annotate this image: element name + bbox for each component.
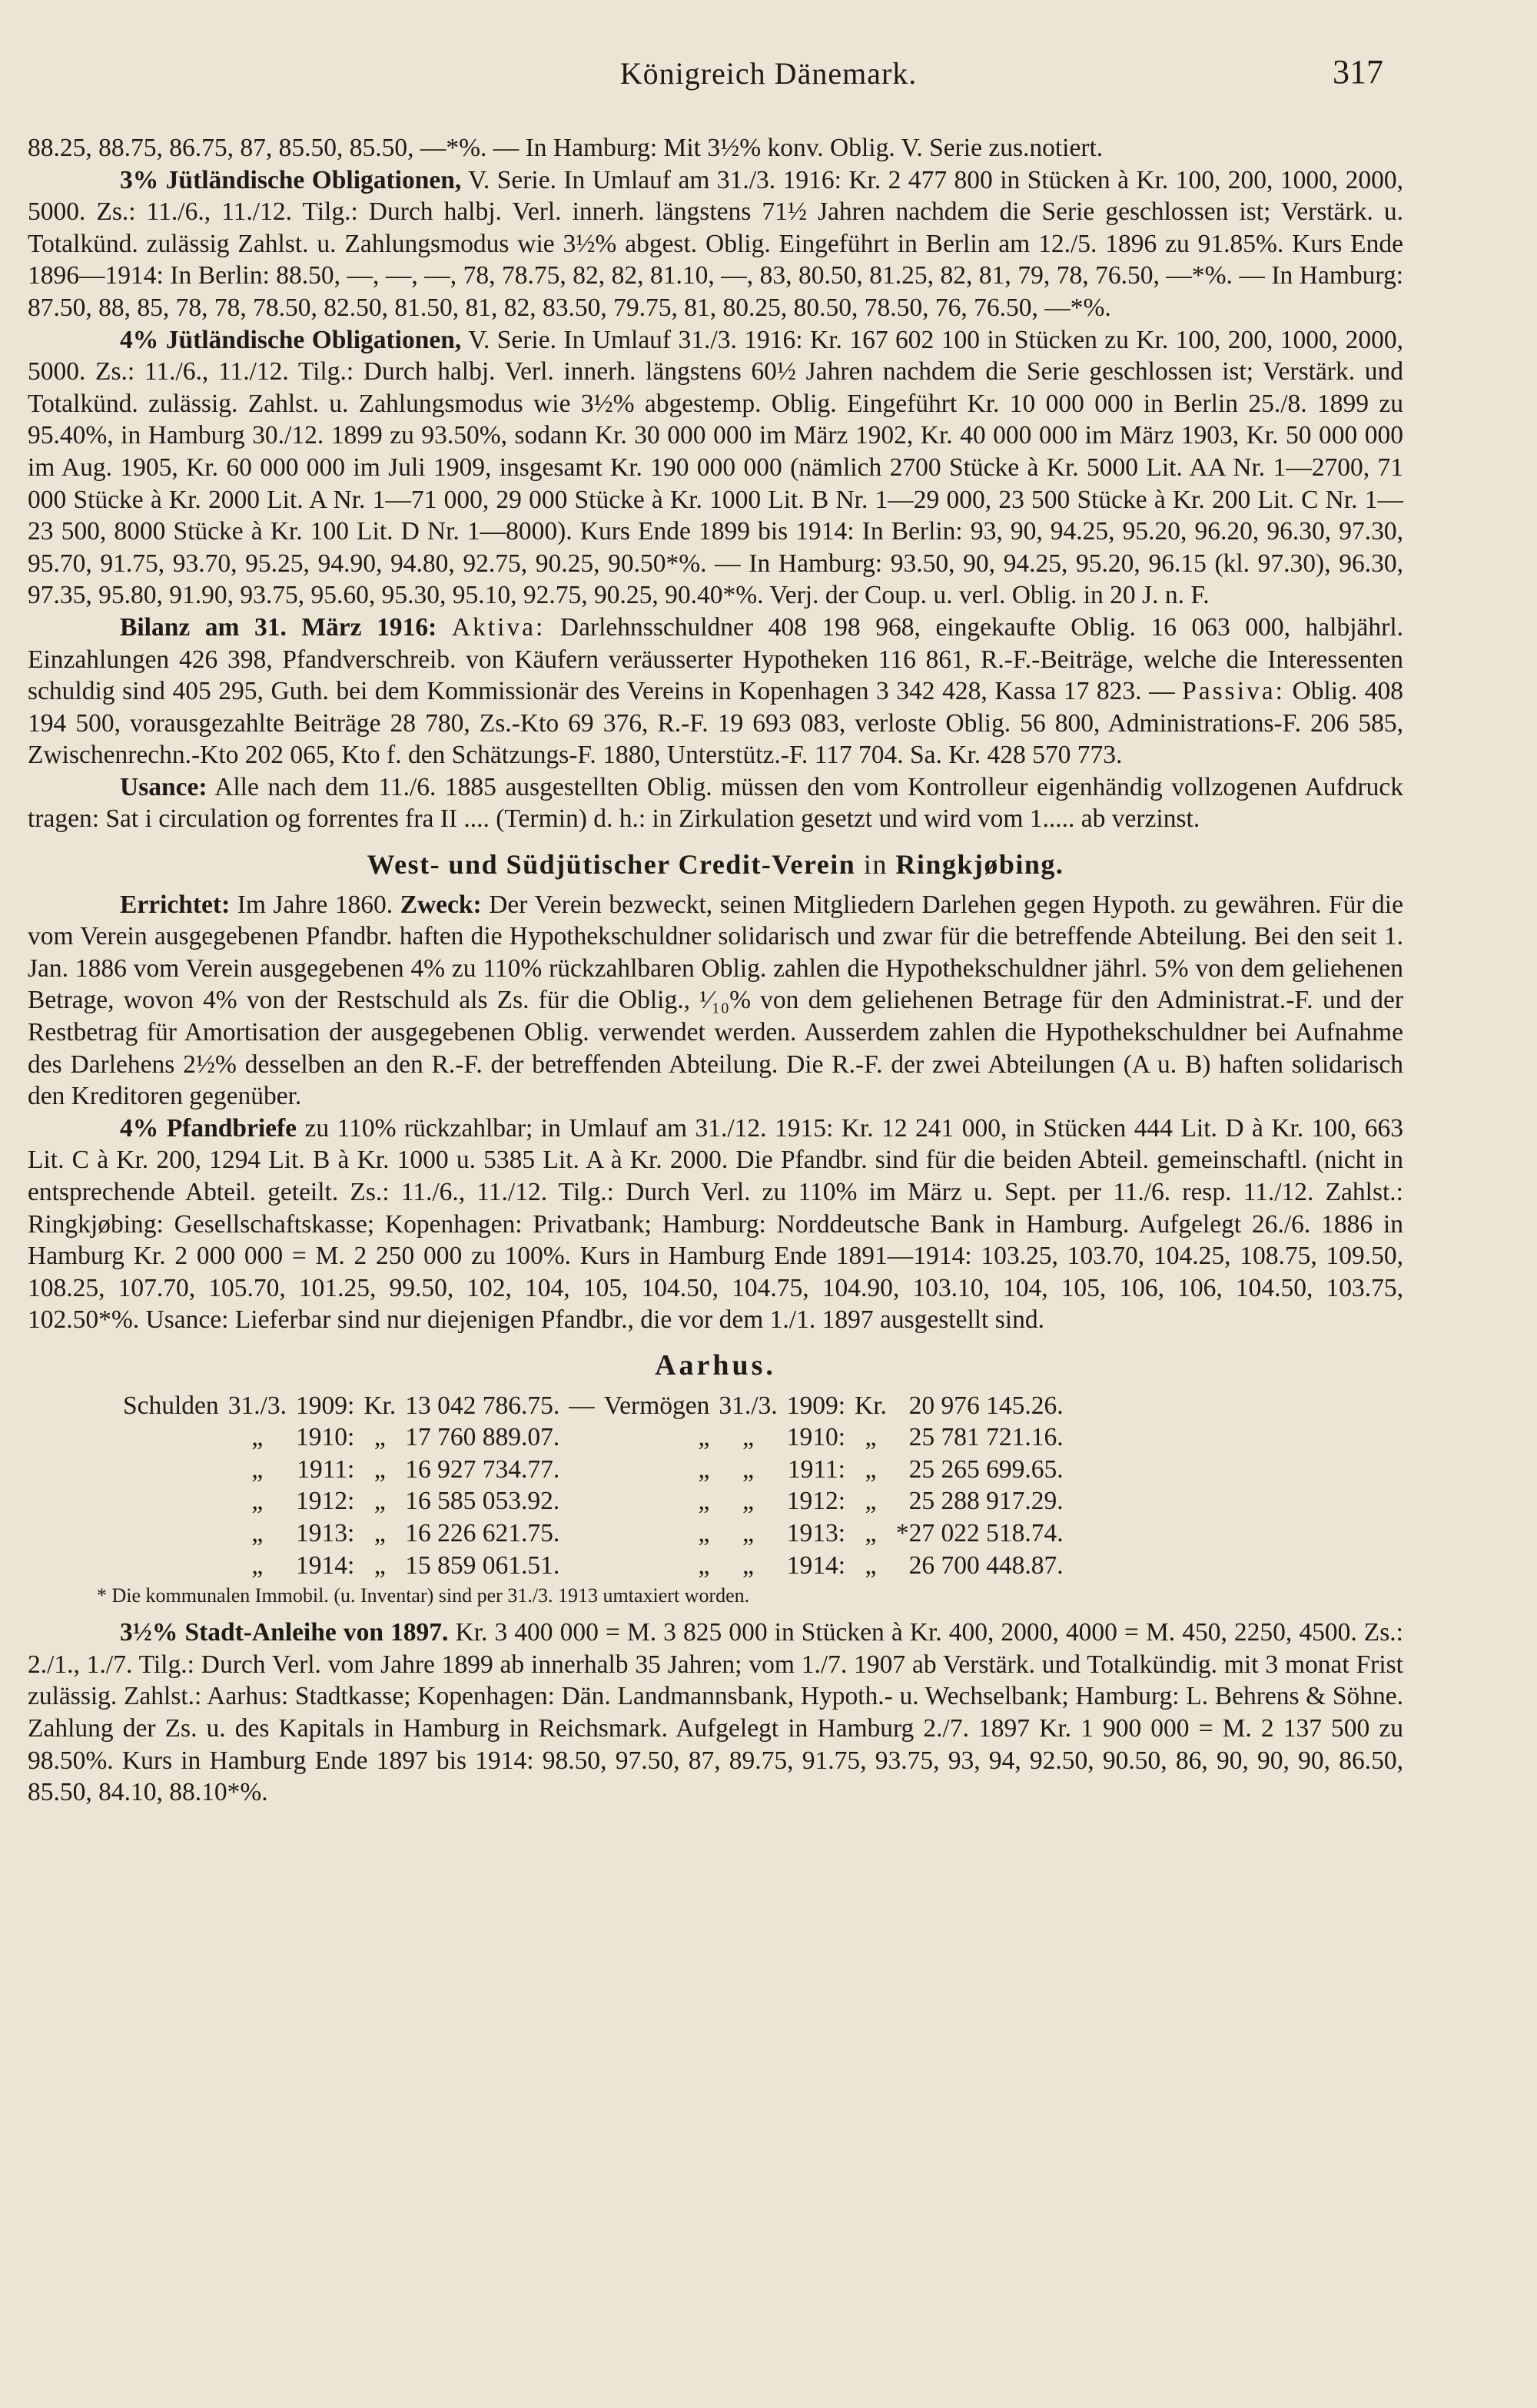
separator-cell [564, 1550, 599, 1582]
currency-cell: „ [373, 1551, 386, 1580]
row-year: 1912: [296, 1487, 355, 1516]
separator-dash: — [569, 1391, 595, 1420]
paragraph-text: Im Jahre 1860. [230, 890, 400, 919]
row-vdate: „ [742, 1518, 754, 1547]
paragraph-bilanz [28, 612, 1403, 771]
aktiva-label: Aktiva: [451, 612, 546, 642]
row-date: 31./3. [227, 1391, 287, 1420]
paragraph-lead: Zweck: [400, 890, 482, 919]
row-vdate: „ [742, 1487, 754, 1516]
row-date: „ [251, 1551, 264, 1580]
text-column [28, 132, 1403, 1809]
row-year: 1913: [296, 1518, 355, 1547]
finance-table [118, 1390, 1068, 1582]
schulden-label: Schulden [123, 1391, 219, 1420]
row-year: 1909: [296, 1391, 355, 1420]
running-header [0, 52, 1537, 91]
paragraph-text: Der Verein bezweckt, seinen Mitgliedern Darlehen gegen Hypoth. zu gewähren. Für die vom Verein ausgegebenen Pfandbr. haften die Hypothekschuldner solidarisch und zwar für die betreffende Abteilung. Bei den seit 1. Jan. 1886 vom Verein ausgegebenen 4% zu 110% rückzahlbaren Oblig. zahlen die Hypothekschuldner jährl. 5% von dem geliehenen Betrage, wovon 4% von der Restschuld als Zs. für die Oblig., ¹⁄₁₀% von dem geliehenen Betrage für den Administrat.-F. und der Restbetrag für Amortisation der ausgegebenen Oblig. verwendet werden. Ausserdem zahlen die Hypothekschuldner bei Aufnahme des Darlehens 2½% desselben an den R.-F. der betreffenden Abteilung. Die R.-F. der zwei Abteilungen (A u. B) haften solidarisch den Kreditoren gegenüber. [28, 890, 1403, 1111]
currency-cell: „ [373, 1518, 386, 1547]
currency-cell: „ [865, 1423, 877, 1452]
row-vdate: „ [742, 1423, 754, 1452]
row-vdate: „ [742, 1454, 754, 1484]
paragraph-errichtet [28, 889, 1403, 1113]
vermoegen-value: *27 022 518.74. [895, 1518, 1064, 1547]
schulden-label-cell [118, 1550, 224, 1582]
paragraph-text: Oblig. 408 194 500, vorausgezahlte Beiträge 28 780, Zs.-Kto 69 376, R.-F. 19 693 083, verloste Oblig. 56 800, Administrations-F. 206 585, Zwischenrechn.-Kto 202 065, Kto f. den Schätzungs-F. 1880, Unterstütz.-F. 117 704. Sa. Kr. 428 570 773. [28, 677, 1403, 770]
schulden-value: 17 760 889.07. [405, 1423, 560, 1452]
ditto-cell: „ [698, 1423, 710, 1452]
currency-cell: „ [373, 1423, 386, 1452]
schulden-label-cell [118, 1421, 224, 1454]
row-vyear: 1913: [786, 1518, 845, 1547]
paragraph-stadt-anleihe [28, 1617, 1403, 1809]
heading-place: Ringkjøbing. [895, 849, 1064, 881]
paragraph-lead: Bilanz am 31. März 1916: [120, 612, 437, 642]
currency-cell: „ [865, 1454, 877, 1484]
row-vyear: 1912: [786, 1487, 845, 1516]
row-year: 1911: [297, 1454, 355, 1484]
paragraph-lead: Errichtet: [120, 890, 231, 919]
separator-cell [564, 1517, 599, 1550]
paragraph-text: Darlehnsschuldner 408 198 968, eingekaufte Oblig. 16 063 000, halbjährl. Einzahlungen 426 398, Pfandverschreib. von Käufern veräusserter Hypotheken 116 861, R.-F.-Beiträge, welche die Interessenten schuldig sind 405 295, Guth. bei dem Kommissionär des Vereins in Kopenhagen 3 342 428, Kassa 17 823. — [28, 612, 1404, 706]
paragraph-continuation [28, 132, 1403, 164]
separator-cell [564, 1454, 599, 1486]
finance-row [118, 1485, 1068, 1517]
section-heading-aarhus: Aarhus. [655, 1348, 776, 1381]
currency-cell: Kr. [855, 1391, 887, 1420]
vermoegen-value: 25 288 917.29. [908, 1487, 1064, 1516]
row-vyear: 1914: [786, 1551, 845, 1580]
paragraph-4pct-obligationen [28, 324, 1403, 612]
ditto-cell: „ [698, 1551, 710, 1580]
currency-cell: Kr. [364, 1391, 397, 1420]
paragraph-usance [28, 771, 1403, 835]
paragraph-pfandbriefe [28, 1113, 1403, 1336]
page-number: 317 [1333, 53, 1383, 91]
row-vyear: 1911: [787, 1454, 845, 1484]
ditto-cell: „ [698, 1518, 710, 1547]
vermoegen-value: 20 976 145.26. [908, 1391, 1064, 1420]
finance-row [118, 1454, 1068, 1486]
row-date: „ [251, 1454, 264, 1484]
ditto-cell: „ [698, 1487, 710, 1516]
schulden-value: 16 927 734.77. [405, 1454, 560, 1484]
separator-cell [564, 1485, 599, 1517]
section-heading-credit-verein [28, 849, 1403, 881]
currency-cell: „ [865, 1487, 877, 1516]
row-year: 1910: [296, 1423, 355, 1452]
schulden-label-cell [118, 1454, 224, 1486]
paragraph-text: V. Serie. In Umlauf 31./3. 1916: Kr. 167 602 100 in Stücken zu Kr. 100, 200, 1000, 2000, 5000. Zs.: 11./6., 11./12. Tilg.: Durch halbj. Verl. innerh. längstens 60½ Jahren nachdem die Serie geschlossen ist; Verstärk. und Totalkünd. zulässig. Zahlst. u. Zahlungsmodus wie 3½% abgestemp. Oblig. Eingeführt Kr. 10 000 000 in Berlin 25./8. 1899 zu 95.40%, in Hamburg 30./12. 1899 zu 93.50%, sodann Kr. 30 000 000 im März 1902, Kr. 40 000 000 im März 1903, Kr. 50 000 000 im Aug. 1905, Kr. 60 000 000 im Juli 1909, insgesamt Kr. 190 000 000 (nämlich 2700 Stücke à Kr. 5000 Lit. AA Nr. 1—2700, 71 000 Stücke à Kr. 2000 Lit. A Nr. 1—71 000, 29 000 Stücke à Kr. 1000 Lit. B Nr. 1—29 000, 23 500 Stücke à Kr. 200 Lit. C Nr. 1—23 500, 8000 Stücke à Kr. 100 Lit. D Nr. 1—8000). Kurs Ende 1899 bis 1914: In Berlin: 93, 90, 94.25, 95.20, 96.20, 96.30, 97.30, 95.70, 91.75, 93.70, 95.25, 94.90, 94.80, 92.75, 90.25, 90.50*%. — In Hamburg: 93.50, 90, 94.25, 95.20, 96.15 (kl. 97.30), 96.30, 97.35, 95.80, 91.90, 93.75, 95.60, 95.30, 95.10, 92.75, 90.25, 90.40*%. Verj. der Coup. u. verl. Oblig. in 20 J. n. F. [28, 325, 1403, 610]
row-date: „ [251, 1487, 264, 1516]
paragraph-text: Kr. 3 400 000 = M. 3 825 000 in Stücken à Kr. 400, 2000, 4000 = M. 450, 2250, 4500. Zs.: 2./1., 1./7. Tilg.: Durch Verl. vom Jahre 1899 ab innerhalb 35 Jahren; vom 1./7. 1907 ab Verstärk. und Totalkündig. mit 3 monat Frist zulässig. Zahlst.: Aarhus: Stadtkasse; Kopenhagen: Dän. Landmannsbank, Hypoth.- u. Wechselbank; Hamburg: L. Behrens & Söhne. Zahlung der Zs. u. des Kapitals in Hamburg in Reichsmark. Aufgelegt in Hamburg 2./7. 1897 Kr. 1 900 000 = M. 2 137 500 zu 98.50%. Kurs in Hamburg Ende 1897 bis 1914: 98.50, 97.50, 87, 89.75, 91.75, 93.75, 93, 94, 92.50, 90.50, 86, 90, 90, 90, 86.50, 85.50, 84.10, 88.10*%. [28, 1618, 1403, 1807]
row-date: „ [251, 1423, 264, 1452]
row-vdate: 31./3. [719, 1391, 778, 1420]
row-vdate: „ [742, 1551, 754, 1580]
paragraph-lead: 3½% Stadt-Anleihe von 1897. [120, 1618, 449, 1647]
paragraph-lead: 3% Jütländische Obligationen, [120, 165, 462, 194]
currency-cell: „ [373, 1487, 386, 1516]
vermoegen-value: 26 700 448.87. [908, 1551, 1064, 1580]
schulden-value: 16 226 621.75. [405, 1518, 560, 1547]
paragraph-text: zu 110% rückzahlbar; in Umlauf am 31./12. 1915: Kr. 12 241 000, in Stücken 444 Lit. D à Kr. 100, 663 Lit. C à Kr. 200, 1294 Lit. B à Kr. 1000 u. 5385 Lit. A à Kr. 2000. Die Pfandbr. sind für die beiden Abteil. gemeinschaftl. (nicht in entsprechende Abteil. geteilt. Zs.: 11./6., 11./12. Tilg.: Durch Verl. zu 110% im März u. Sept. per 11./6. resp. 11./12. Zahlst.: Ringkjøbing: Gesellschaftskasse; Kopenhagen: Privatbank; Hamburg: Norddeutsche Bank in Hamburg. Aufgelegt 26./6. 1886 in Hamburg Kr. 2 000 000 = M. 2 250 000 zu 100%. Kurs in Hamburg Ende 1891—1914: 103.25, 103.70, 104.25, 108.75, 109.50, 108.25, 107.70, 105.70, 101.25, 99.50, 102, 104, 105, 104.50, 104.75, 104.90, 103.10, 104, 105, 106, 106, 104.50, 103.75, 102.50*%. Usance: Lieferbar sind nur diejenigen Pfandbr., die vor dem 1./1. 1897 ausgestellt sind. [28, 1113, 1403, 1335]
paragraph-lead: 4% Pfandbriefe [120, 1113, 297, 1143]
schulden-label-cell [118, 1517, 224, 1550]
currency-cell: „ [865, 1518, 877, 1547]
currency-cell: „ [373, 1454, 386, 1484]
paragraph-text: 88.25, 88.75, 86.75, 87, 85.50, 85.50, —*%. — In Hamburg: Mit 3½% konv. Oblig. V. Serie zus.notiert. [28, 134, 1104, 162]
header-title: Königreich Dänemark. [619, 56, 918, 91]
paragraph-text: Alle nach dem 11./6. 1885 ausgestellten Oblig. müssen den vom Kontrolleur eigenhändig vollzogenen Aufdruck tragen: Sat i circulation og forrentes fra II .... (Termin) d. h.: in Zirkulation gesetzt und wird vom 1..... ab verzinst. [28, 772, 1403, 834]
finance-footnote: * Die kommunalen Immobil. (u. Inventar) sind per 31./3. 1913 umtaxiert worden. [97, 1584, 750, 1607]
schulden-value: 13 042 786.75. [405, 1391, 560, 1420]
schulden-value: 15 859 061.51. [405, 1551, 560, 1580]
passiva-label: Passiva: [1182, 677, 1285, 706]
paragraph-lead: 4% Jütländische Obligationen, [120, 325, 462, 354]
heading-in: in [863, 849, 888, 881]
row-vyear: 1909: [786, 1391, 845, 1420]
row-vyear: 1910: [786, 1423, 845, 1452]
schulden-value: 16 585 053.92. [405, 1487, 560, 1516]
vermoegen-label: Vermögen [603, 1391, 710, 1420]
schulden-label-cell [118, 1485, 224, 1517]
vermoegen-value: 25 265 699.65. [908, 1454, 1064, 1484]
paragraph-lead: Usance: [120, 772, 207, 801]
row-year: 1914: [296, 1551, 355, 1580]
separator-cell [564, 1421, 599, 1454]
paragraph-3pct-obligationen [28, 164, 1403, 324]
finance-row [118, 1421, 1068, 1454]
finance-row [118, 1390, 1068, 1422]
finance-row [118, 1550, 1068, 1582]
ditto-cell: „ [698, 1454, 710, 1484]
finance-row [118, 1517, 1068, 1550]
vermoegen-value: 25 781 721.16. [908, 1423, 1064, 1452]
heading-main: West- und Südjütischer Credit-Verein [367, 849, 856, 881]
row-date: „ [251, 1518, 264, 1547]
currency-cell: „ [865, 1551, 877, 1580]
paragraph-text: V. Serie. In Umlauf am 31./3. 1916: Kr. 2 477 800 in Stücken à Kr. 100, 200, 1000, 2000, 5000. Zs.: 11./6., 11./12. Tilg.: Durch halbj. Verl. innerh. längstens 71½ Jahren nachdem die Serie geschlossen ist; Verstärk. u. Totalkünd. zulässig Zahlst. u. Zahlungsmodus wie 3½% abgest. Oblig. Eingeführt in Berlin am 12./5. 1896 zu 91.85%. Kurs Ende 1896—1914: In Berlin: 88.50, —, —, —, 78, 78.75, 82, 82, 81.10, —, 83, 80.50, 81.25, 82, 81, 79, 78, 76.50, —*%. — In Hamburg: 87.50, 88, 85, 78, 78, 78.50, 82.50, 81.50, 81, 82, 83.50, 79.75, 81, 80.25, 80.50, 78.50, 76, 76.50, —*%. [28, 165, 1403, 322]
